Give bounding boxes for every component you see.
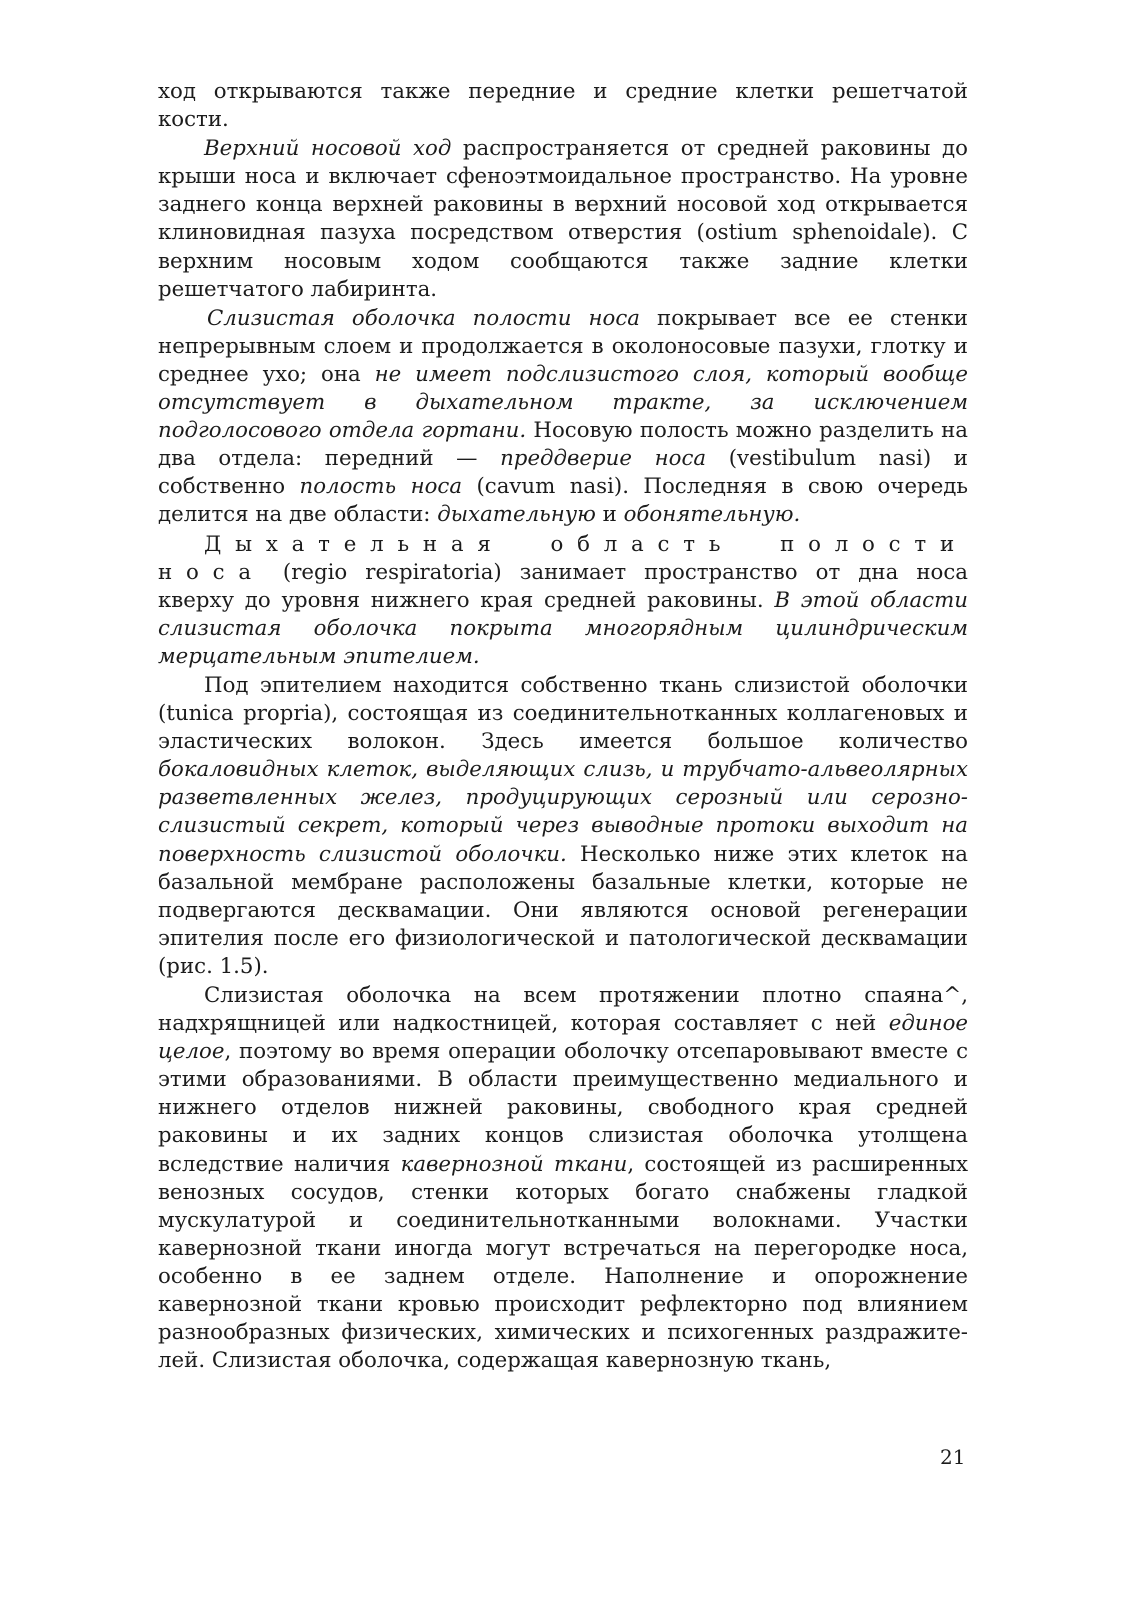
page-body [158,78,968,1375]
paragraph-3-term-nasal-cavity: полость носа [299,474,463,500]
paragraph-3-term-vestibule: преддверие носа [500,446,707,472]
paragraph-5-emphasis-1: бокаловидных клеток, выделяющих слизь, и трубчато-альвеолярных разветвленных желез, продуцирующих серозный или серозно-слизистый секрет, который через выводные протоки выходит на поверхность слизистой оболочки. [158,757,968,867]
paragraph-3-text-3: (vestibulum nasi) и собственно [158,446,968,500]
paragraph-6-text-1: Слизистая оболочка на всем протяжении плотно спаяна^, надхрящницей или надкостницей, которая составляет с ней [158,983,968,1037]
paragraph-5-text-1: Под эпителием находится собственно ткань слизистой оболочки (tunica propria), состоящая из соединительнотканных коллагеновых и эластических волокон. Здесь имеется большое количество [158,672,968,755]
paragraph-4 [158,531,968,671]
paragraph-5 [158,672,968,981]
paragraph-4-emphasis-1: В этой области слизистая оболочка покрыта многорядным цилиндрическим мерцательным эпителием. [158,587,969,669]
paragraph-3-text-2: Носовую полость можно разделить на два отдела: передний — [158,418,969,472]
paragraph-6-term-single-whole: единое целое [158,1011,968,1065]
paragraph-1-text-1: ход открываются также передние и средние клетки решетчатой кости. [158,79,968,133]
paragraph-3-text-4: (cavum nasi). Последняя в свою очередь делится на две области: [158,474,969,528]
paragraph-4-spaced-heading: Дыхательная область полости носа [158,531,968,585]
paragraph-6-text-2: , поэтому во время операции оболочку отсепаровывают вместе с этими образованиями. В области преимущественно медиального и нижнего отделов нижней раковины, свободного края средней раковины и их задних концов слизистая оболочка утолщена вследствие наличия [158,1039,968,1177]
paragraph-3-term-respiratory: дыхательную [437,502,596,528]
paragraph-2-text-1: распространяется от средней раковины до крыши носа и включает сфеноэтмоидальное пространство. На уровне заднего конца верхней раковины в верхний носовой ход открывается клиновидная пазуха посредством отверстия (ostium sphenoidale). С верхним носовым ходом сообщаются также задние клетки решетчатого лабиринта. [158,136,968,302]
paragraph-3-term-mucosa: Слизистая оболочка полости носа [207,305,640,331]
paragraph-3-text-1: покрывает все ее стенки непрерывным слоем и продолжается в околоносовые пазухи, глотку и среднее ухо; она [158,305,968,387]
paragraph-6-term-cavernous-tissue: кавернозной ткани [400,1151,628,1177]
paragraph-5-text-2: Несколько ниже этих клеток на базальной мембране расположены базальные клетки, которые не подвергаются десквамации. Они являются основой регенерации эпителия после его физиологической и патологической десквамации (рис. 1.5). [158,841,968,979]
paragraph-6-text-3: , состоящей из расширенных венозных сосудов, стенки которых богато снабжены гладкой мускулатурой и соединительнотканными волокнами. Участки кавернозной ткани иногда могут встречаться на перегородке носа, особенно в ее заднем отделе. Наполнение и опорожнение кавернозной ткани кровью происходит рефлекторно под влиянием разнообразных физических, химических и психогенных раздражителей. Слизистая оболочка, содержащая кавернозную ткань, [158,1151,969,1374]
paragraph-2 [158,135,968,304]
paragraph-2-term-superior-meatus: Верхний носовой ход [204,136,452,162]
paragraph-3-text-5: и [595,502,624,528]
paragraph-3-term-olfactory: обонятельную. [623,502,801,528]
paragraph-6 [158,982,968,1375]
page-number: 21 [940,1445,966,1469]
paragraph-3-emphasis-1: не имеет подслизистого слоя, который вообще отсутствует в дыхательном тракте, за исключением подголосового отдела гортани. [158,361,968,444]
paragraph-4-text-1: (regio respiratoria) занимает пространство от дна носа кверху до уровня нижнего края средней раковины. [158,559,968,613]
paragraph-1 [158,78,968,134]
paragraph-3 [158,305,968,530]
